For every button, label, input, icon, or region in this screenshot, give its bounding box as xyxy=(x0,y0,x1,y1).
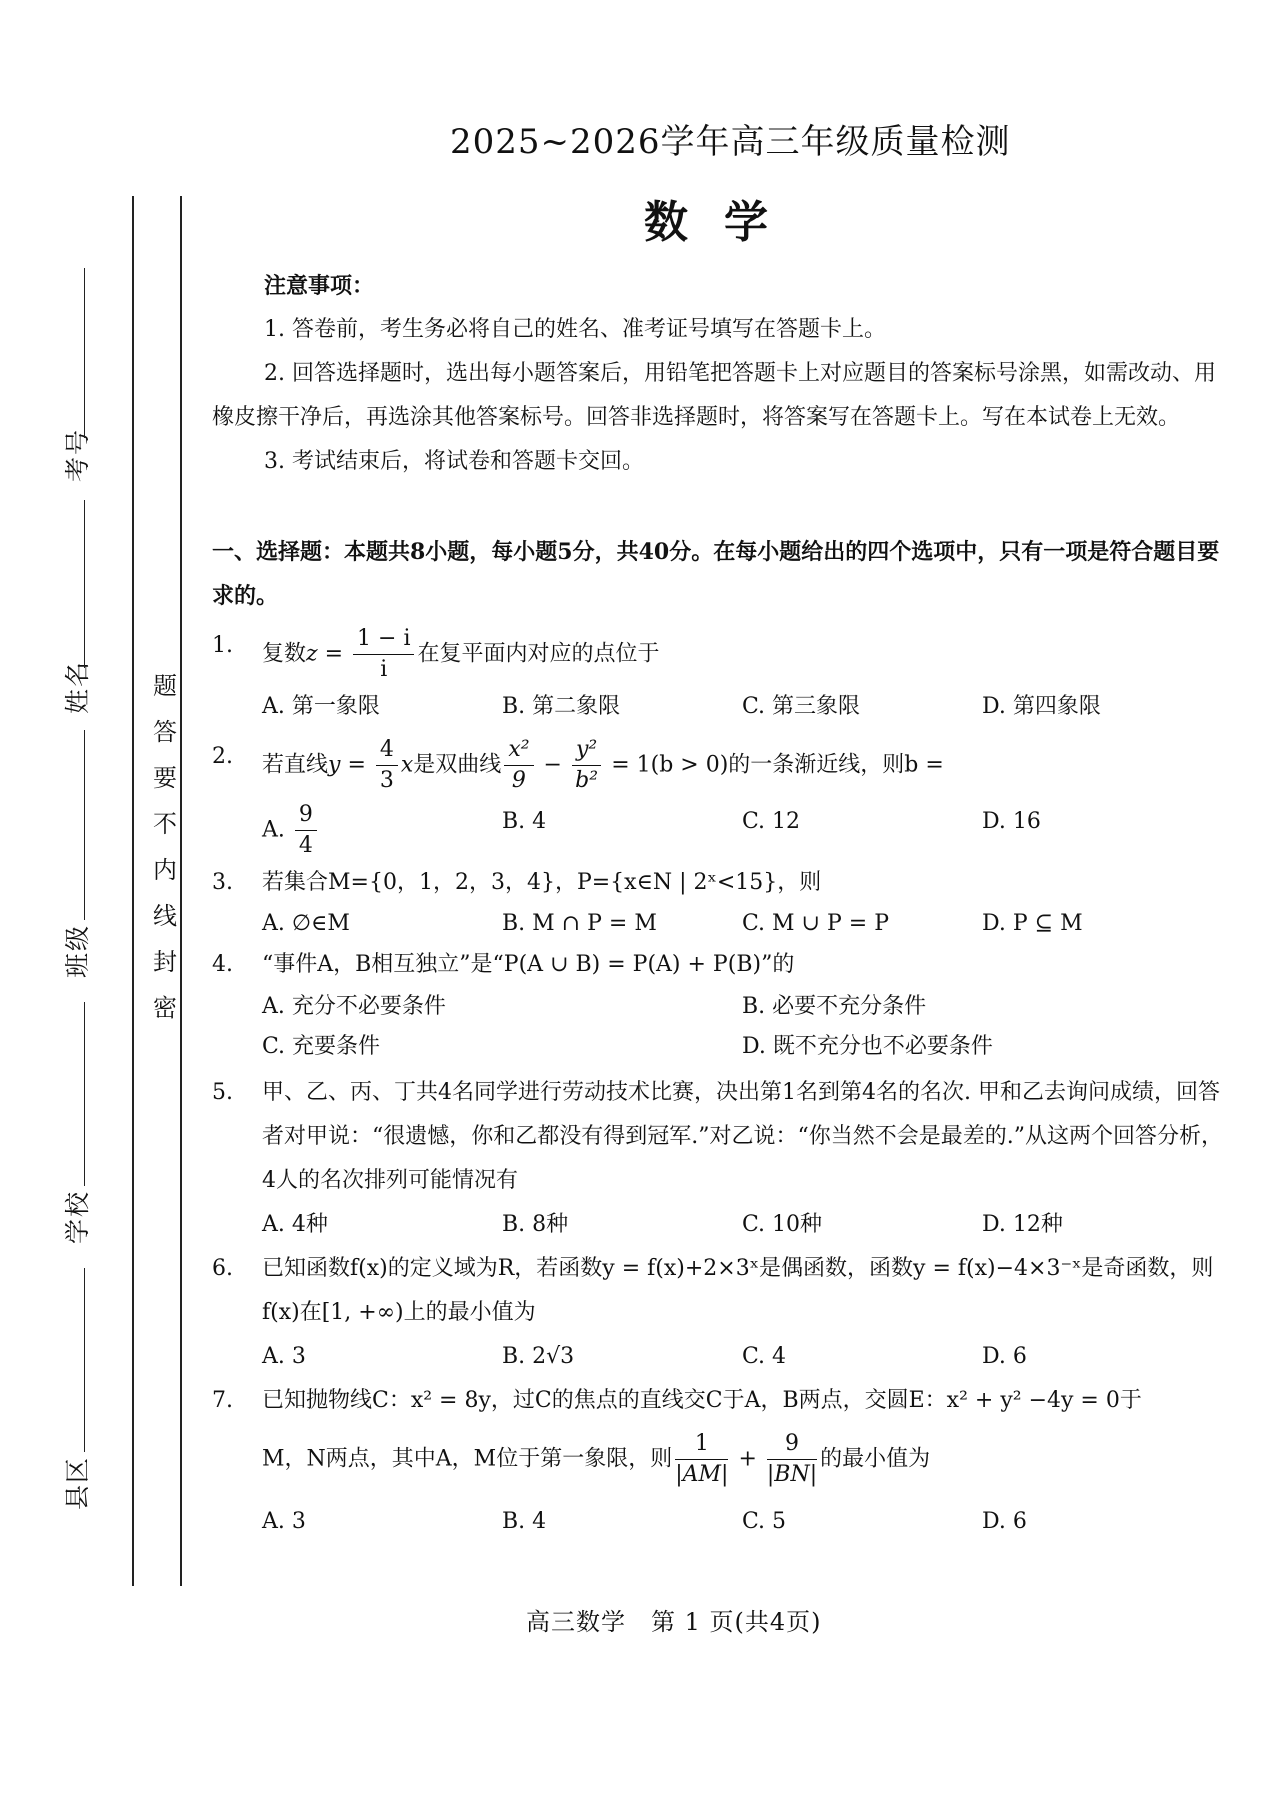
option-a[interactable]: A. ∅∈M xyxy=(262,911,350,936)
question-7: 7. 已知抛物线C：x² = 8y，过C的焦点的直线交C于A，B两点，交圆E：x² + y² −4y = 0于 M，N两点，其中A，M位于第一象限，则 $\frac{1}{|AM|}$ + $\frac{9}{|BN|}$ 的最小值为 xyxy=(212,1379,1227,1490)
fraction: $\frac{1 - i}{i}$ xyxy=(353,624,414,685)
question-7-options xyxy=(212,1500,1227,1544)
notice-item: 1. 答卷前，考生务必将自己的姓名、准考证号填写在答题卡上。 xyxy=(264,317,886,342)
field-county-line[interactable] xyxy=(84,1268,85,1452)
question-5: 5. 甲、乙、丙、丁共4名同学进行劳动技术比赛，决出第1名到第4名的名次. 甲和乙去询问成绩，回答者对甲说：“很遗憾，你和乙都没有得到冠军.”对乙说：“你当然不会是最差的.”从这两个回答分析，4人的名次排列可能情况有 xyxy=(212,1080,1223,1193)
fraction: $\frac{9}{4}$ xyxy=(295,800,317,861)
question-6: 6. 已知函数f(x)的定义域为R，若函数y = f(x)+2×3ˣ是偶函数，函数y = f(x)−4×3⁻ˣ是奇函数，则f(x)在[1, +∞)上的最小值为 xyxy=(212,1256,1214,1325)
option-d[interactable]: D. P ⊆ M xyxy=(982,911,1083,936)
option-d[interactable]: D. 16 xyxy=(982,809,1041,834)
question-3-options xyxy=(212,905,1227,943)
fraction: $\frac{1}{|AM|}$ xyxy=(675,1431,729,1487)
option-c[interactable]: C. 10种 xyxy=(742,1212,823,1237)
question-2: 2. 若直线y = $\frac{4}{3}$ x是双曲线 $\frac{\text{x²}}{9}$ − $\frac{\text{y²}}{\text{b²}}$ = 1(b > 0)的一条渐近线，则b = xyxy=(212,735,1227,796)
option-a[interactable]: A. 第一象限 xyxy=(262,694,380,719)
option-d[interactable]: D. 既不充分也不必要条件 xyxy=(742,1034,993,1059)
option-a[interactable]: A. 4种 xyxy=(262,1212,328,1237)
option-c[interactable]: C. 第三象限 xyxy=(742,694,861,719)
notice-item: 3. 考试结束后，将试卷和答题卡交回。 xyxy=(264,449,644,474)
option-b[interactable]: B. 4 xyxy=(502,1509,547,1534)
fraction: $\frac{\text{y²}}{\text{b²}}$ xyxy=(572,735,601,796)
fraction: $\frac{\text{x²}}{9}$ xyxy=(504,735,533,796)
question-4-options xyxy=(212,987,1227,1067)
question-4: 4. “事件A，B相互独立”是“P(A ∪ B) = P(A) + P(B)”的 xyxy=(212,952,795,977)
section-heading: 一、选择题：本题共8小题，每小题5分，共40分。在每小题给出的四个选项中，只有一项是符合题目要求的。 xyxy=(212,539,1220,609)
option-b[interactable]: B. 4 xyxy=(502,809,547,834)
question-6-options xyxy=(212,1335,1227,1379)
option-c[interactable]: C. 4 xyxy=(742,1344,787,1369)
option-c[interactable]: C. 5 xyxy=(742,1509,787,1534)
option-b[interactable]: B. M ∩ P = M xyxy=(502,911,657,936)
notice-item: 2. 回答选择题时，选出每小题答案后，用铅笔把答题卡上对应题目的答案标号涂黑，如需改动、用橡皮擦干净后，再选涂其他答案标号。回答非选择题时，将答案写在答题卡上。写在本试卷上无效。 xyxy=(212,361,1216,430)
subject-title: 数学 xyxy=(644,197,804,248)
option-d[interactable]: D. 第四象限 xyxy=(982,694,1101,719)
question-3: 3. 若集合M={0，1，2，3，4}，P={x∈N | 2ˣ<15}，则 xyxy=(212,870,822,895)
exam-title: 2025~2026学年高三年级质量检测 xyxy=(450,122,1011,162)
question-2-options xyxy=(212,800,1227,861)
question-1: 1. 复数z = $\frac{1 - i}{i}$ 在复平面内对应的点位于 xyxy=(212,624,1227,685)
option-c[interactable]: C. M ∪ P = P xyxy=(742,911,890,936)
notice-heading: 注意事项： xyxy=(264,273,375,299)
option-d[interactable]: D. 6 xyxy=(982,1344,1027,1369)
field-name-line[interactable] xyxy=(84,500,85,668)
binding-line-outer xyxy=(132,196,134,1586)
field-class-line[interactable] xyxy=(84,730,85,920)
option-a[interactable]: A. $\frac{9}{4}$ xyxy=(262,800,502,861)
option-b[interactable]: B. 2√3 xyxy=(502,1344,575,1369)
exam-content xyxy=(212,264,1227,1544)
fraction: $\frac{9}{|BN|}$ xyxy=(766,1431,818,1487)
question-5-options xyxy=(212,1203,1227,1247)
option-a[interactable]: A. 3 xyxy=(262,1344,306,1369)
option-b[interactable]: B. 8种 xyxy=(502,1212,569,1237)
option-b[interactable]: B. 第二象限 xyxy=(502,694,621,719)
binding-line-inner xyxy=(180,196,182,1586)
option-a[interactable]: A. 充分不必要条件 xyxy=(262,994,446,1019)
page-footer: 高三数学 第 1 页(共4页) xyxy=(526,1608,822,1636)
fraction: $\frac{4}{3}$ xyxy=(376,735,398,796)
option-d[interactable]: D. 6 xyxy=(982,1509,1027,1534)
option-c[interactable]: C. 12 xyxy=(742,809,801,834)
option-d[interactable]: D. 12种 xyxy=(982,1212,1063,1237)
field-school-line[interactable] xyxy=(84,1002,85,1186)
option-c[interactable]: C. 充要条件 xyxy=(262,1034,381,1059)
question-1-options xyxy=(212,685,1227,729)
field-exam-number-line[interactable] xyxy=(84,268,85,438)
option-b[interactable]: B. 必要不充分条件 xyxy=(742,994,927,1019)
option-a[interactable]: A. 3 xyxy=(262,1509,306,1534)
seal-notice: 题 答 要 不 内 线 封 密 xyxy=(153,672,177,1022)
